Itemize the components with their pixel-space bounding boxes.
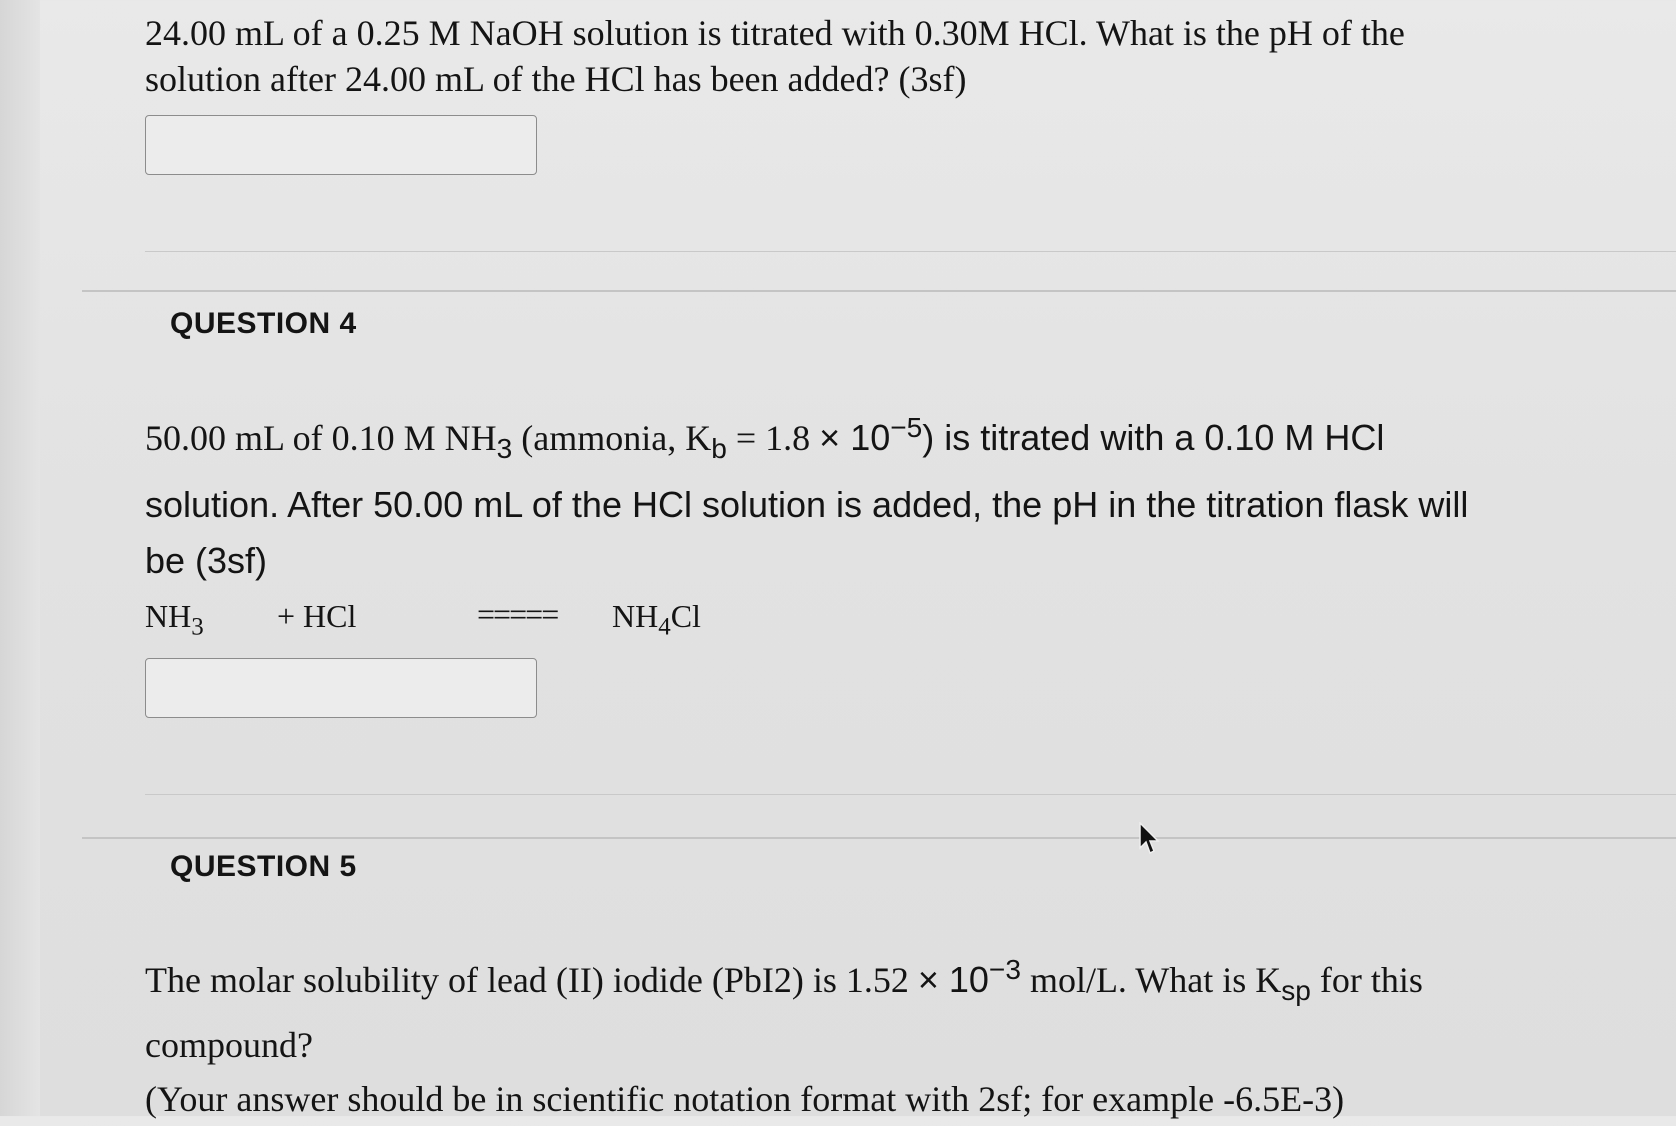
prev-question-line1: 24.00 mL of a 0.25 M NaOH solution is titrated with 0.30M HCl. What is the pH of the <box>145 13 1405 53</box>
divider <box>145 794 1676 795</box>
question-4-line3: be (3sf) <box>145 540 268 582</box>
question-5-line1: The molar solubility of lead (II) iodide (PbI2) is $1.52 \times 10^{-3}$ mol/L. What is $K_{sp}$ for this <box>145 954 1423 1007</box>
left-edge <box>0 0 40 1116</box>
reaction-reactant-hcl: + HCl <box>277 598 357 634</box>
divider <box>82 290 1676 292</box>
question-5-line2: compound? <box>145 1025 313 1066</box>
question-4-line1: 50.00 mL of 0.10 M $NH_3$ (ammonia, $K_b = 1.8 \times 10^{-5}$) is titrated with a 0.10 M HCl <box>145 412 1385 465</box>
question-5-heading: QUESTION 5 <box>170 850 357 883</box>
question-5-line3: (Your answer should be in scientific notation format with 2sf; for example -6.5E-3) <box>145 1079 1345 1120</box>
question-5-text <box>145 943 1595 1126</box>
divider <box>82 837 1676 839</box>
divider <box>145 251 1676 252</box>
reaction-reactant-nh3: $NH_3$ <box>145 598 204 641</box>
question-4-heading: QUESTION 4 <box>170 307 357 340</box>
mouse-pointer-icon <box>1138 822 1160 856</box>
question-4-answer-input[interactable] <box>145 658 537 718</box>
prev-question-text <box>145 10 1595 102</box>
prev-question-answer-input[interactable] <box>145 115 537 175</box>
question-4-line2: solution. After 50.00 mL of the HCl solution is added, the pH in the titration flask will <box>145 484 1469 526</box>
reaction-product-nh4cl: $NH_4Cl$ <box>612 598 701 641</box>
prev-question-line2: solution after 24.00 mL of the HCl has been added? (3sf) <box>145 59 967 99</box>
reaction-arrow: ===== <box>477 596 558 632</box>
question-4-text <box>145 400 1595 589</box>
